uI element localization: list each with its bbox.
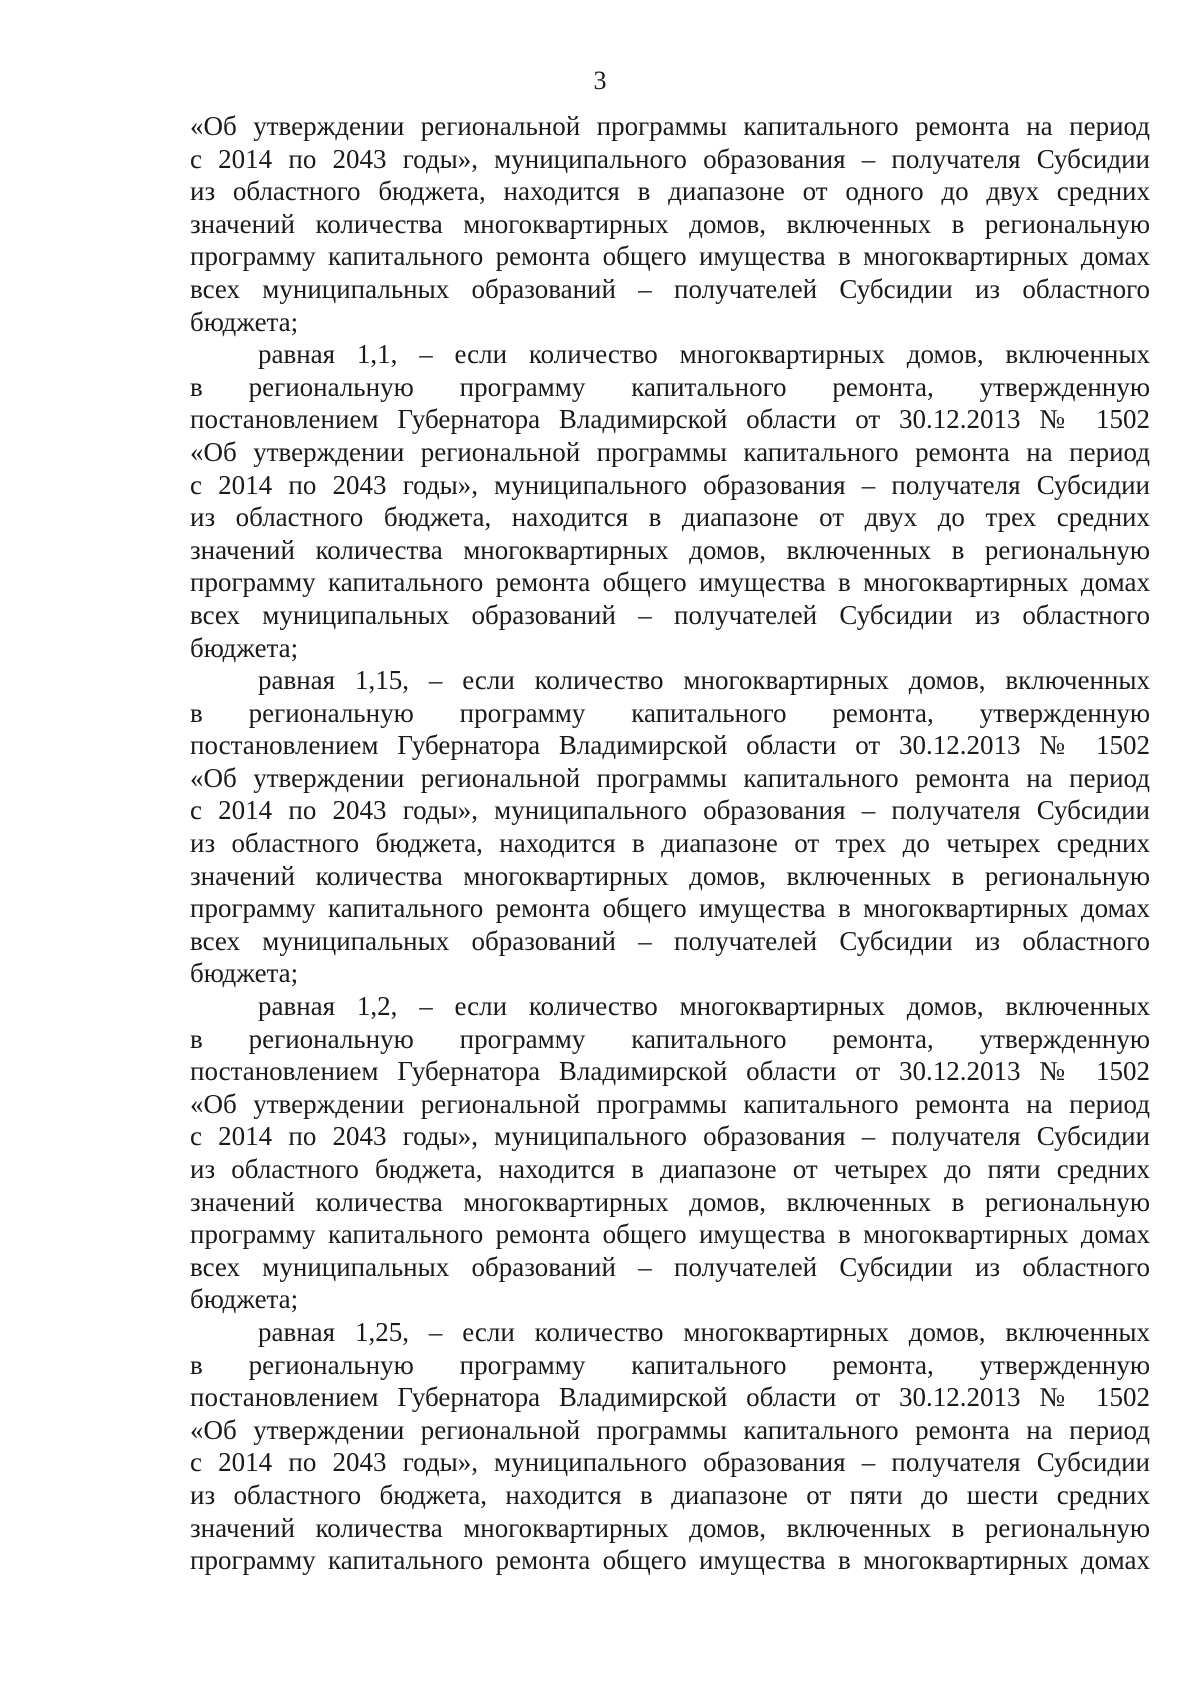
text-line: равная 1,15, – если количество многоквартирных домов, включенных — [258, 665, 1150, 696]
text-line: «Об утверждении региональной программы капитального ремонта на период — [190, 436, 1150, 467]
text-line: всех муниципальных образований – получателей Субсидии из областного — [190, 1251, 1150, 1282]
text-line: в региональную программу капитального ремонта, утвержденную — [190, 371, 1150, 402]
text-line: постановлением Губернатора Владимирской области от 30.12.2013 № 1502 — [190, 1056, 1150, 1087]
text-line: значений количества многоквартирных домов, включенных в региональную — [190, 1186, 1150, 1217]
text-line: из областного бюджета, находится в диапазоне от пяти до шести средних — [190, 1479, 1150, 1510]
text-line: «Об утверждении региональной программы капитального ремонта на период — [190, 111, 1150, 141]
text-line: значений количества многоквартирных домов, включенных в региональную — [190, 860, 1150, 891]
text-line: значений количества многоквартирных домов, включенных в региональную — [190, 208, 1150, 239]
text-line: бюджета; — [190, 632, 299, 663]
text-line: бюджета; — [190, 1284, 299, 1315]
text-line: программу капитального ремонта общего имущества в многоквартирных домах — [190, 1219, 1150, 1250]
text-line: из областного бюджета, находится в диапазоне от четырех до пяти средних — [190, 1154, 1150, 1184]
text-line: из областного бюджета, находится в диапазоне от одного до двух средних — [190, 176, 1150, 207]
text-line: значений количества многоквартирных домов, включенных в региональную — [190, 1512, 1150, 1543]
paragraph — [190, 338, 1150, 664]
text-line: постановлением Губернатора Владимирской области от 30.12.2013 № 1502 — [190, 1382, 1150, 1413]
paragraph — [190, 664, 1150, 990]
paragraph — [190, 990, 1150, 1316]
text-line: постановлением Губернатора Владимирской области от 30.12.2013 № 1502 — [190, 404, 1150, 435]
text-line: с 2014 по 2043 годы», муниципального образования – получателя Субсидии — [190, 143, 1150, 174]
text-line: программу капитального ремонта общего имущества в многоквартирных домах — [190, 893, 1150, 924]
text-line: равная 1,25, – если количество многоквартирных домов, включенных — [258, 1316, 1150, 1347]
text-line: всех муниципальных образований – получателей Субсидии из областного — [190, 599, 1150, 630]
text-line: с 2014 по 2043 годы», муниципального образования – получателя Субсидии — [190, 1121, 1150, 1152]
page-number: 3 — [593, 66, 607, 95]
text-line: всех муниципальных образований – получателей Субсидии из областного — [190, 925, 1150, 956]
text-line: постановлением Губернатора Владимирской области от 30.12.2013 № 1502 — [190, 730, 1150, 761]
text-line: из областного бюджета, находится в диапазоне от трех до четырех средних — [190, 828, 1150, 859]
text-line: значений количества многоквартирных домов, включенных в региональную — [190, 534, 1150, 565]
text-line: программу капитального ремонта общего имущества в многоквартирных домах — [190, 567, 1150, 598]
text-line: из областного бюджета, находится в диапазоне от двух до трех средних — [190, 502, 1150, 533]
text-line: программу капитального ремонта общего имущества в многоквартирных домах — [190, 241, 1150, 272]
paragraph — [190, 1316, 1150, 1577]
text-line: с 2014 по 2043 годы», муниципального образования – получателя Субсидии — [190, 1447, 1150, 1478]
text-line: бюджета; — [190, 958, 299, 989]
text-line: с 2014 по 2043 годы», муниципального образования – получателя Субсидии — [190, 795, 1150, 826]
text-line: в региональную программу капитального ремонта, утвержденную — [190, 697, 1150, 728]
text-line: равная 1,1, – если количество многоквартирных домов, включенных — [258, 339, 1150, 370]
paragraph — [190, 110, 1150, 338]
text-line: программу капитального ремонта общего имущества в многоквартирных домах — [190, 1545, 1150, 1576]
text-line: «Об утверждении региональной программы капитального ремонта на период — [190, 1088, 1150, 1119]
text-line: равная 1,2, – если количество многоквартирных домов, включенных — [258, 991, 1150, 1022]
text-line: в региональную программу капитального ремонта, утвержденную — [190, 1349, 1150, 1380]
text-line: «Об утверждении региональной программы капитального ремонта на период — [190, 762, 1150, 793]
text-line: всех муниципальных образований – получателей Субсидии из областного — [190, 273, 1150, 304]
text-line: бюджета; — [190, 306, 299, 337]
document-body — [190, 110, 1150, 1577]
text-line: в региональную программу капитального ремонта, утвержденную — [190, 1023, 1150, 1054]
text-line: с 2014 по 2043 годы», муниципального образования – получателя Субсидии — [190, 469, 1150, 500]
text-line: «Об утверждении региональной программы капитального ремонта на период — [190, 1414, 1150, 1445]
